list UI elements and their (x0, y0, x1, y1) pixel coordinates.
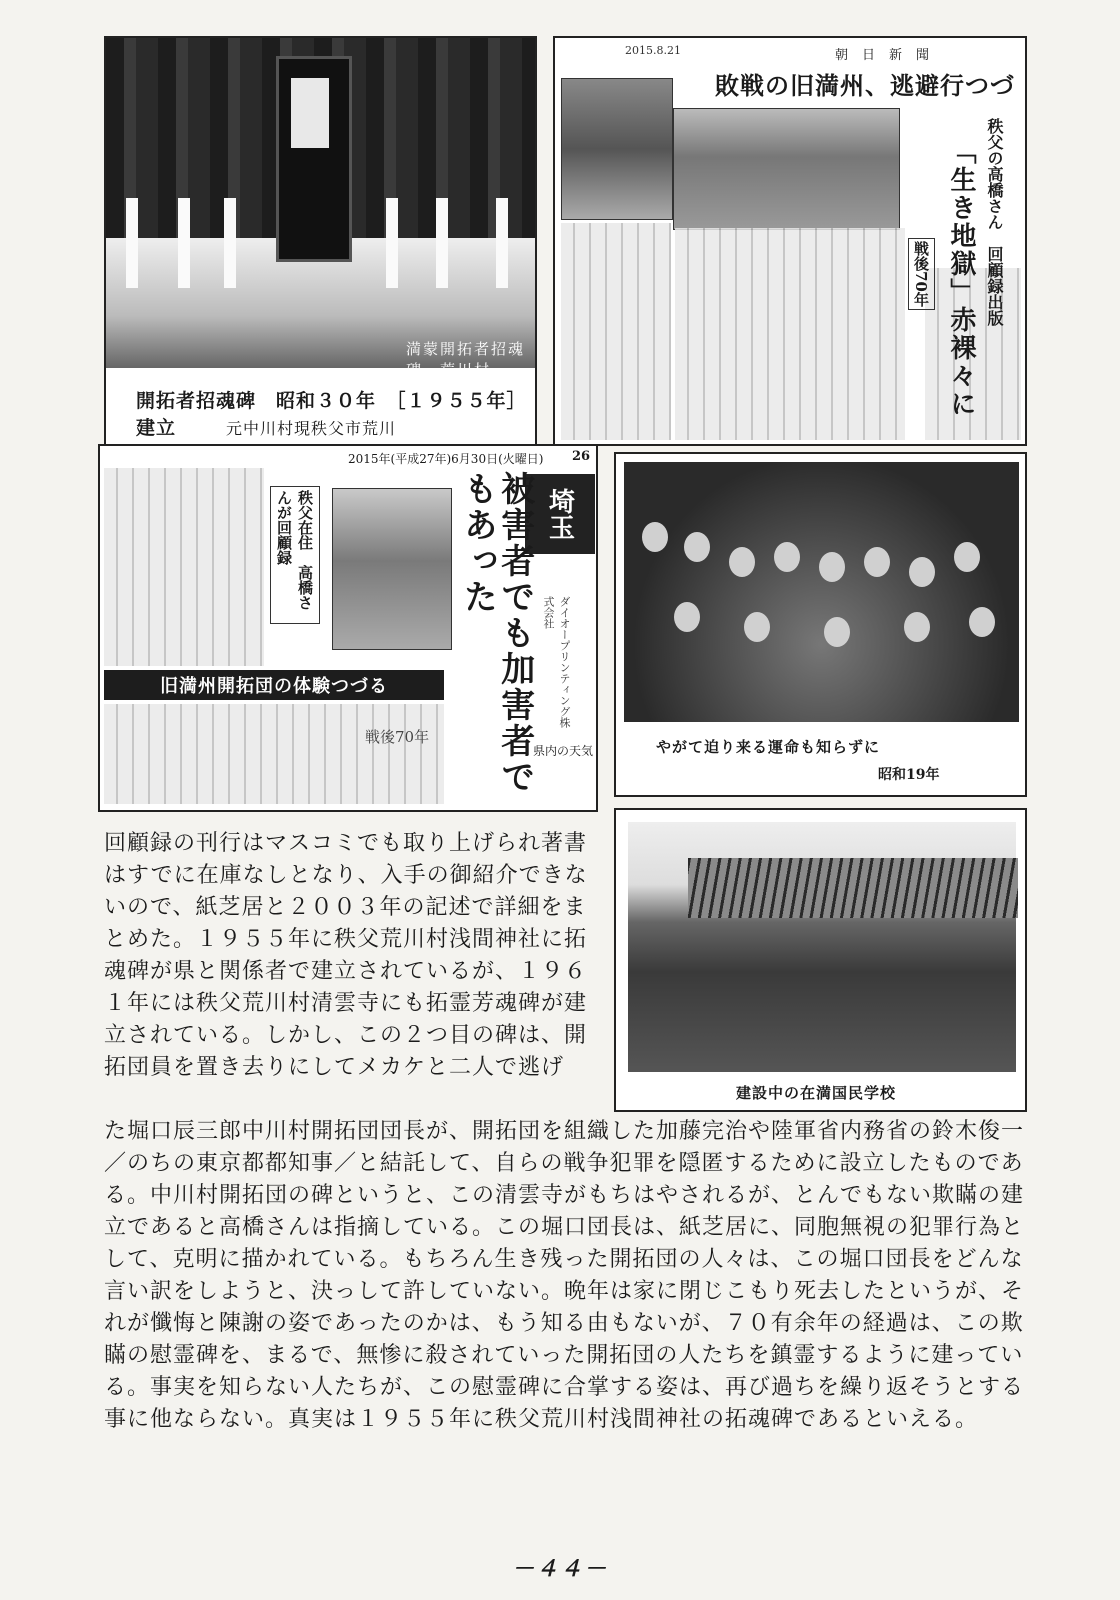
tokyo-newspaper-clipping (98, 444, 598, 812)
asahi-newspaper-clipping (553, 36, 1027, 446)
group-photo (673, 108, 900, 230)
school-construction-photo-panel (614, 808, 1027, 1112)
monument-location: 元中川村現秩父市荒川 (226, 419, 397, 438)
monument-caption: 開拓者招魂碑 昭和３０年 ［１９５５年］建立 (136, 390, 527, 439)
body-paragraph-narrow: 回顧録の刊行はマスコミでも取り上げられ著書はすでに在庫なしとなり、入手の御紹介できないので、紙芝居と２００３年の記述で詳細をまとめた。１９５５年に秩父荒川村浅間神社に拓魂碑が県と関係者で建立されているが、１９６１年には秩父荒川村清雲寺にも拓霊芳魂碑が建立されている。しかし、この２つ目の碑は、開拓団員を置き去りにしてメカケと二人で逃げ (104, 831, 588, 1080)
monument-photo (106, 38, 535, 379)
portrait-photo (561, 78, 673, 220)
monument-photo-panel (104, 36, 537, 446)
newspaper-name: 朝日新聞 (835, 48, 944, 63)
classroom-photo (624, 462, 1019, 722)
clipping-page-number: 26 (572, 449, 591, 464)
classroom-caption-year: 昭和19年 (878, 767, 940, 783)
weather-label: 県内の天気 (533, 744, 594, 758)
prefecture-label: 埼玉 (525, 474, 595, 554)
clipping-subhead: 秩父の高橋さん 回顧録出版 (985, 118, 1004, 326)
clipping-big-headline: 「生き地獄」赤裸々に (946, 138, 976, 418)
article-text-columns (675, 228, 905, 440)
article-text-columns (104, 468, 264, 666)
school-construction-photo (628, 822, 1016, 1072)
clipping-banner: 旧満州開拓団の体験つづる (104, 670, 444, 700)
monument-signature: 満蒙開拓者招魂碑 荒川村 (406, 340, 526, 379)
clipping-date: 2015年(平成27年)6月30日(火曜日) (348, 452, 544, 466)
classroom-photo-panel (614, 452, 1027, 797)
portrait-photo (332, 488, 452, 650)
clipping-byline: 秩父在住 高橋さんが回顧録 (270, 486, 320, 624)
body-paragraph-wide: た堀口辰三郎中川村開拓団団長が、開拓団を組織した加藤完治や陸軍省内務省の鈴木俊一／のちの東京都都知事／と結託して、自らの戦争犯罪を隠匿するために設立したものである。中川村開拓団の碑というと、この清雲寺がもちはやされるが、とんでもない欺瞞の建立であると高橋さんは指摘している。この堀口団長は、紙芝居に、同胞無視の犯罪行為として、克明に描かれている。もちろん生き残った開拓団の人々は、この堀口団長をどんな言い訳をしようと、決っして許していない。晩年は家に閉じこもり死去したというが、それが懺悔と陳謝の姿であったのかは、もう知る由もないが、７０有余年の経過は、この欺瞞の慰霊碑を、まるで、無惨に殺されていった開拓団の人たちを鎮霊するように建っている。事実を知らない人たちが、この慰霊碑に合掌する姿は、再び過ちを繰り返そうとする事に他ならない。真実は１９５５年に秩父荒川村浅間神社の拓魂碑であるといえる。 (104, 1119, 1025, 1432)
page-number: －４４－ (511, 1556, 608, 1582)
classroom-caption: やがて迫り来る運命も知らずに (656, 738, 881, 756)
clipping-headline: 敗戦の旧満州、逃避行つづ (715, 71, 1015, 100)
postwar-badge: 戦後70年 (908, 238, 935, 310)
sponsor-ad: ダイオープリンティング株式会社 (542, 596, 571, 728)
vertical-headline: 被害者でも加害者でもあった (457, 471, 535, 795)
construction-caption: 建設中の在満国民学校 (736, 1084, 897, 1102)
clipping-date: 2015.8.21 (625, 44, 681, 57)
postwar-stamp: 戦後70年 (365, 728, 430, 746)
